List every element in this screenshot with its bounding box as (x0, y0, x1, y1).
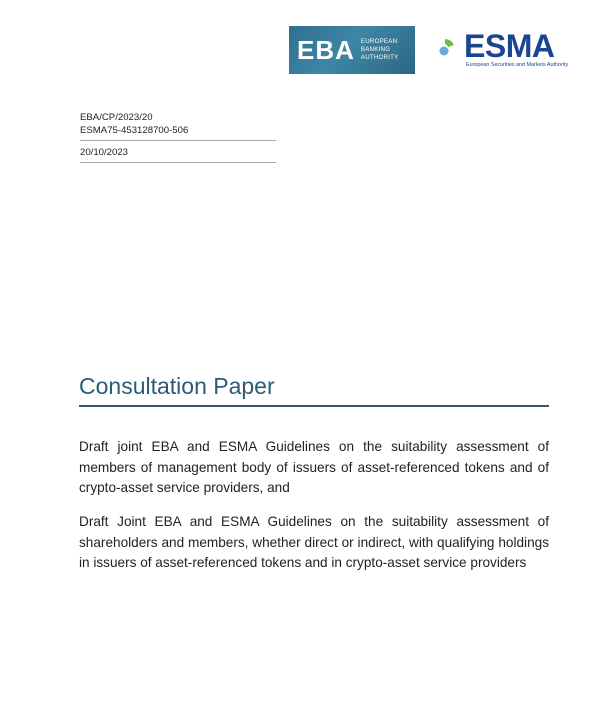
esma-emblem-icon (424, 30, 462, 68)
divider (80, 140, 276, 141)
page-title: Consultation Paper (79, 373, 275, 399)
eba-logo-subtitle (361, 38, 399, 62)
divider (80, 162, 276, 163)
eba-logo-line: BANKING (360, 46, 391, 53)
esma-logo-wordmark: ESMA (464, 28, 555, 64)
eba-reference: EBA/CP/2023/20 (80, 112, 153, 123)
eba-logo-line: AUTHORITY (360, 54, 399, 61)
title-divider (79, 405, 549, 407)
paragraph: Draft Joint EBA and ESMA Guidelines on the suitability assessment of shareholders and members, whether direct or indirect, with qualifying holdings in issuers of asset-referenced tokens and in crypto-asset service providers (79, 514, 549, 571)
paragraph: Draft joint EBA and ESMA Guidelines on the suitability assessment of members of management body of issuers of asset-referenced tokens and of crypto-asset service providers, and (79, 439, 549, 496)
eba-logo (289, 26, 415, 74)
document-date: 20/10/2023 (80, 147, 129, 158)
eba-logo-line: EUROPEAN (360, 38, 398, 45)
esma-logo-tagline: European Securities and Markets Authority (466, 62, 569, 68)
reference-block (80, 111, 276, 168)
esma-logo (424, 28, 574, 72)
esma-reference: ESMA75-453128700-506 (80, 125, 189, 136)
eba-logo-letters: EBA (297, 35, 355, 65)
